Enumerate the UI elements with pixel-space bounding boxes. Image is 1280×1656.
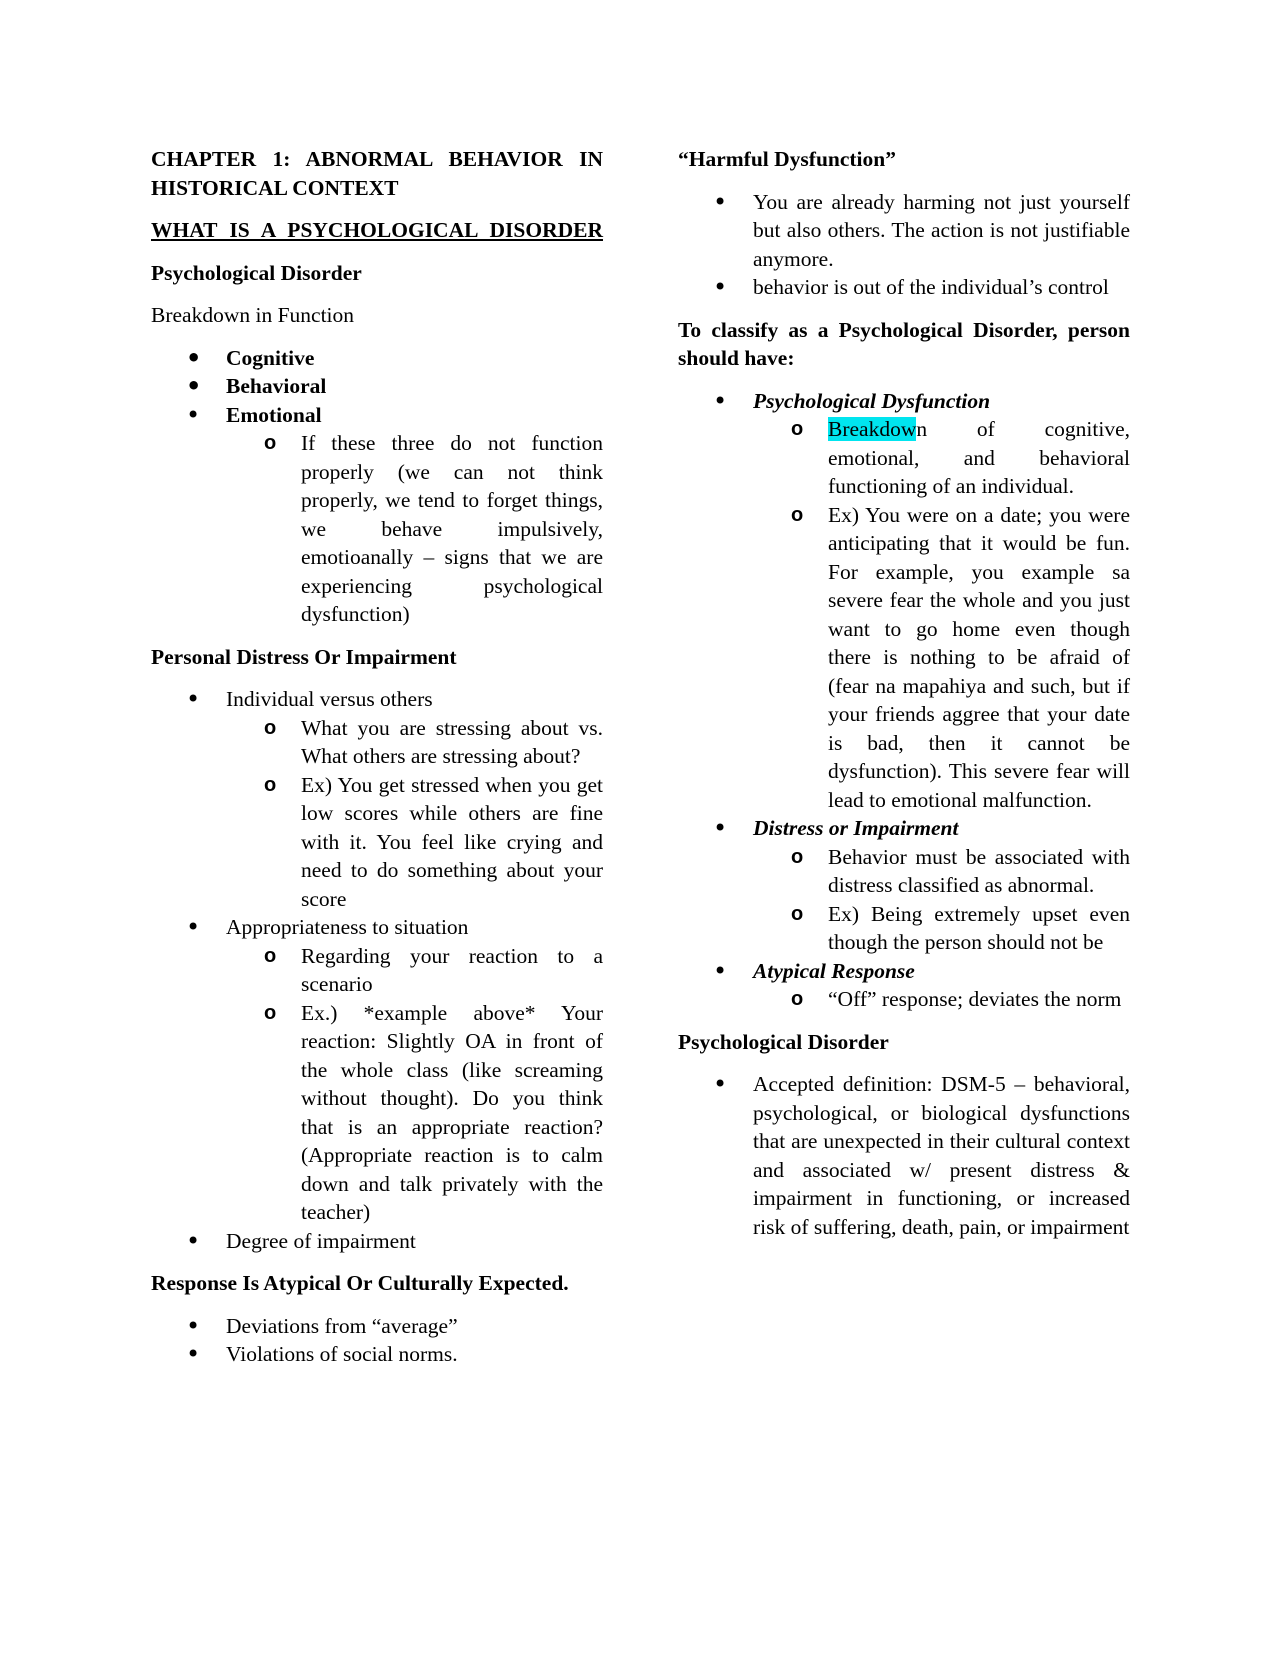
list-item-emotional [226,401,603,629]
appropriateness-sublist [226,942,603,1227]
definition-list [678,1070,1130,1241]
section-title: WHAT IS A PSYCHOLOGICAL DISORDER [151,218,603,242]
harmful-dysfunction-heading: “Harmful Dysfunction” [678,147,896,171]
sub-item: o Ex) Being extremely upset even though the person should not be [828,900,1130,957]
right-column [678,145,1130,1255]
list-item-appropriateness [226,913,603,1227]
list-item-degree: • Degree of impairment [226,1227,603,1256]
breakdown-in-function: Breakdown in Function [151,303,355,327]
chapter-title: CHAPTER 1: ABNORMAL BEHAVIOR IN HISTORICAL CONTEXT [151,147,603,200]
sub-item: o What you are stressing about vs. What others are stressing about? [301,714,603,771]
sub-item: o Behavior must be associated with distress classified as abnormal. [828,843,1130,900]
sub-item-text: n of cognitive, emotional, and behavioral functioning of an individual. [828,417,1130,498]
list-item-behavioral: • Behavioral [226,372,603,401]
distress-list [151,685,603,1255]
left-column [151,145,603,1383]
harmful-list [678,188,1130,302]
atypical-label: Atypical Response [753,958,915,983]
sub-item: o “Off” response; deviates the norm [828,985,1130,1014]
distress-sublist [753,843,1130,957]
list-item: • Deviations from “average” [226,1312,603,1341]
dysfunction-label: Psychological Dysfunction [753,388,991,413]
sub-item: o Regarding your reaction to a scenario [301,942,603,999]
sub-item: o Ex.) *example above* Your reaction: Slightly OA in front of the whole class (like screaming without thought). Do you think that is an appropriate reaction? (Appropriate reaction is to calm down and talk privately with the teacher) [301,999,603,1227]
classify-heading: To classify as a Psychological Disorder, person should have: [678,317,1130,370]
list-item-atypical [753,957,1130,1014]
list-item: • Violations of social norms. [226,1340,603,1369]
criteria-list [678,387,1130,1014]
emotional-label: Emotional [226,402,322,427]
dysfunction-sublist [753,415,1130,814]
atypical-heading: Response Is Atypical Or Culturally Expected. [151,1271,569,1295]
highlighted-text: Breakdow [828,417,917,441]
distress-label: Distress or Impairment [753,816,959,840]
function-list [151,344,603,629]
atypical-list [151,1312,603,1369]
individual-sublist [226,714,603,914]
psychological-disorder-heading-2: Psychological Disorder [678,1029,889,1054]
psychological-disorder-heading: Psychological Disorder [151,260,362,285]
list-item-dysfunction [753,387,1130,815]
sub-item [828,415,1130,501]
list-item-cognitive: • Cognitive [226,344,603,373]
appropriateness-label: Appropriateness to situation [226,915,469,939]
function-note: o If these three do not function properly (we can not think properly, we tend to forget things, we behave impulsively, emotioanally – signs that we are experiencing psychological dysfunction) [301,429,603,629]
list-item: • You are already harming not just yourself but also others. The action is not justifiable anymore. [753,188,1130,274]
personal-distress-heading: Personal Distress Or Impairment [151,644,457,669]
sub-item: o Ex) You were on a date; you were anticipating that it would be fun. For example, you example sa severe fear the whole and you just want to go home even though there is nothing to be afraid of (fear na mapahiya and such, but if your friends aggree that your date is bad, then it cannot be dysfunction). This severe fear will lead to emotional malfunction. [828,501,1130,815]
list-item-distress [753,814,1130,957]
list-item: • behavior is out of the individual’s control [753,273,1130,302]
atypical-sublist [753,985,1130,1014]
sub-item: o Ex) You get stressed when you get low scores while others are fine with it. You feel like crying and need to do something about your score [301,771,603,914]
list-item-definition: • Accepted definition: DSM-5 – behavioral, psychological, or biological dysfunctions that are unexpected in their cultural context and associated w/ present distress & impairment in functioning, or increased risk of suffering, death, pain, or impairment [753,1070,1130,1241]
emotional-sublist [226,429,603,629]
individual-label: Individual versus others [226,687,433,711]
list-item-individual [226,685,603,913]
